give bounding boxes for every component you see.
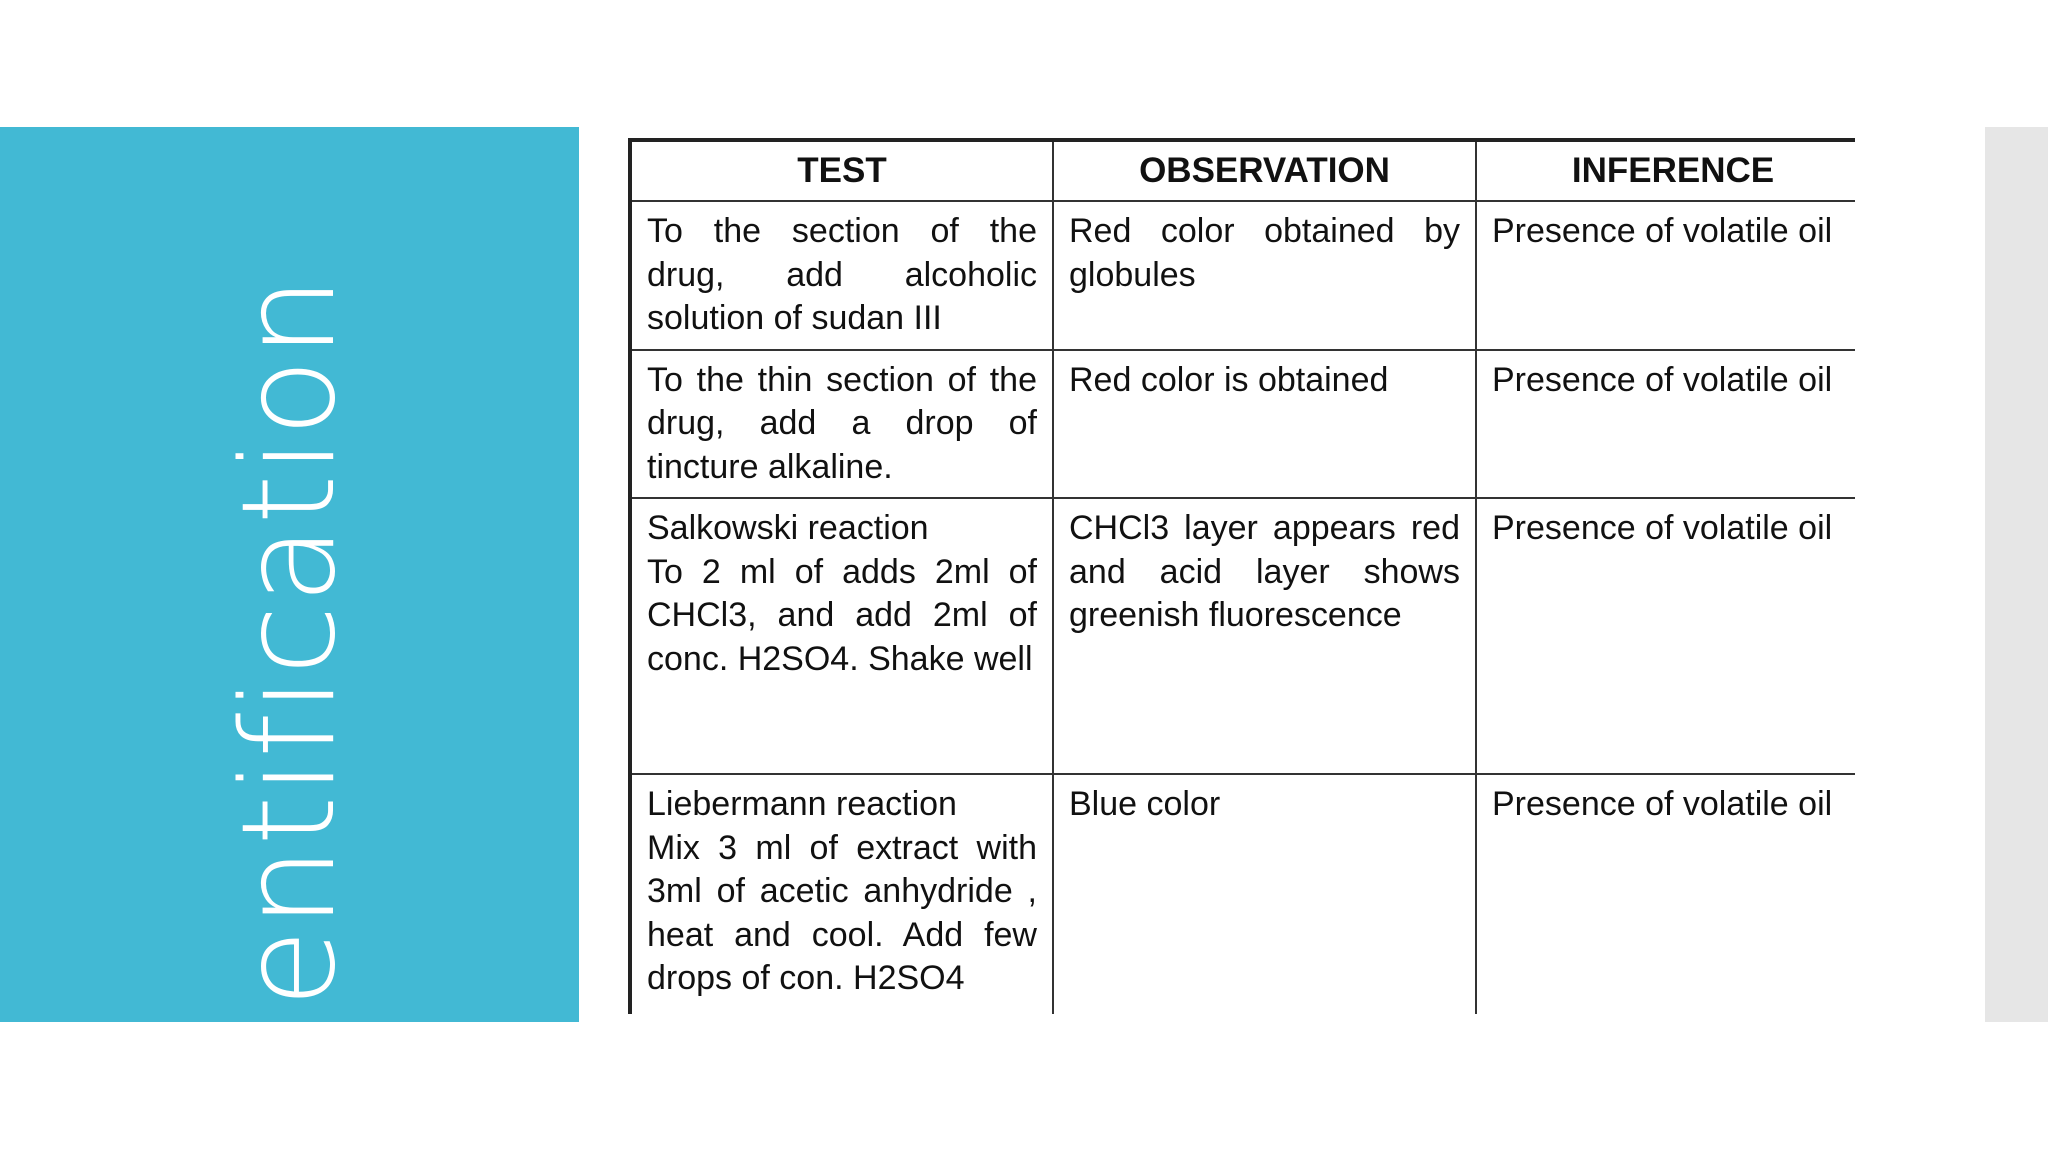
inference-cell: Presence of volatile oil — [1476, 201, 1855, 350]
test-cell — [630, 774, 1053, 1014]
header-observation: OBSERVATION — [1053, 140, 1476, 201]
test-cell: To the section of the drug, add alcoholic solution of sudan III — [630, 201, 1053, 350]
table-row — [630, 350, 1855, 499]
inference-cell: Presence of volatile oil — [1476, 498, 1855, 774]
inference-cell: Presence of volatile oil — [1476, 774, 1855, 1014]
table-header-row — [630, 140, 1855, 201]
slide-title: Identification — [215, 275, 364, 1129]
right-accent-band — [1985, 127, 2048, 1022]
test-procedure: To 2 ml of adds 2ml of CHCl3, and add 2ml of conc. H2SO4. Shake well — [647, 552, 1037, 678]
observation-cell: Red color obtained by globules — [1053, 201, 1476, 350]
test-cell — [630, 498, 1053, 774]
identification-table-container — [628, 138, 1855, 1014]
header-test: TEST — [630, 140, 1053, 201]
observation-cell: Red color is obtained — [1053, 350, 1476, 499]
test-title: Salkowski reaction — [647, 509, 929, 547]
observation-cell: CHCl3 layer appears red and acid layer shows greenish fluorescence — [1053, 498, 1476, 774]
inference-cell: Presence of volatile oil — [1476, 350, 1855, 499]
header-inference: INFERENCE — [1476, 140, 1855, 201]
test-procedure: Mix 3 ml of extract with 3ml of acetic anhydride , heat and cool. Add few drops of con. H2SO4 — [647, 828, 1037, 997]
identification-table — [628, 138, 1855, 1014]
test-title: Liebermann reaction — [647, 785, 957, 823]
table-row — [630, 498, 1855, 774]
test-cell: To the thin section of the drug, add a drop of tincture alkaline. — [630, 350, 1053, 499]
observation-cell: Blue color — [1053, 774, 1476, 1014]
table-row — [630, 201, 1855, 350]
table-row — [630, 774, 1855, 1014]
title-band — [0, 127, 579, 1129]
